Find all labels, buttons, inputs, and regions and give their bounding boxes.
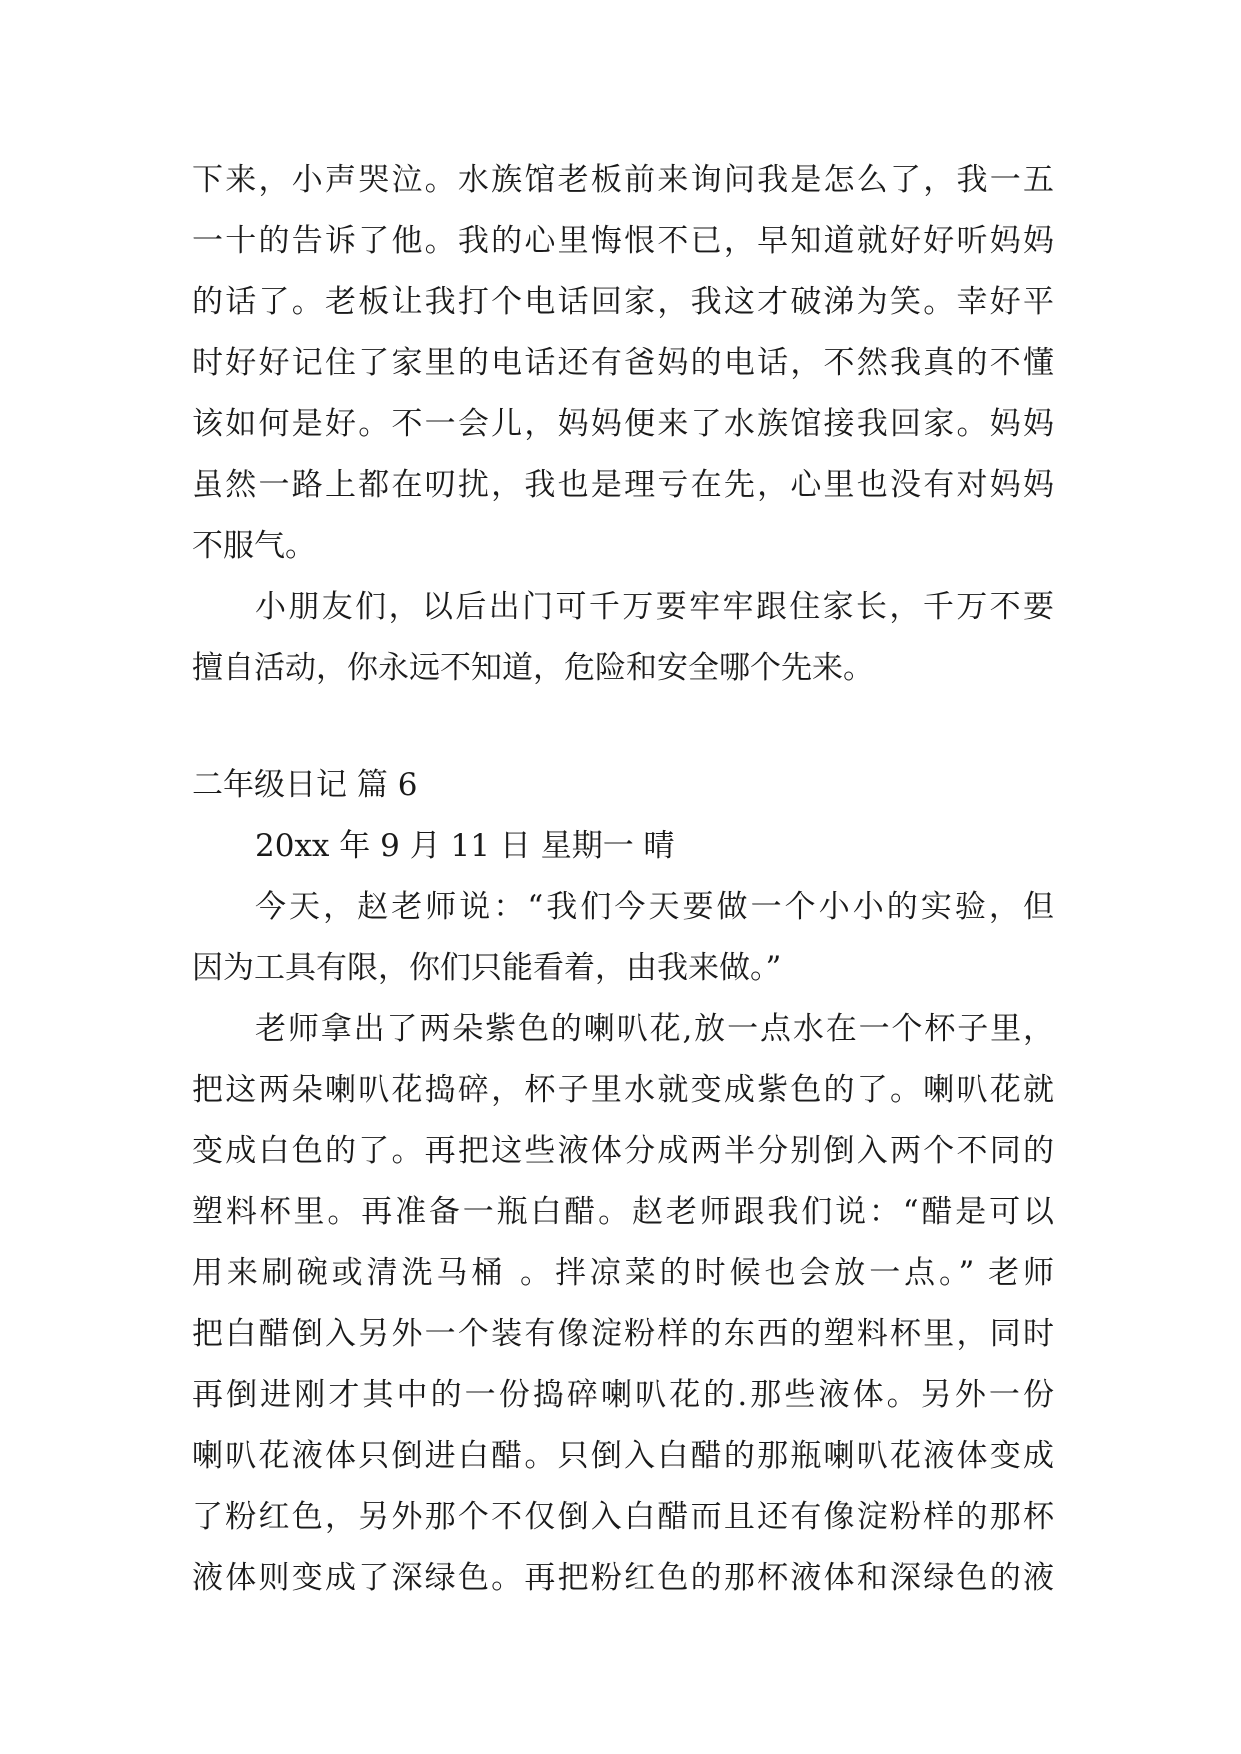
text-line: 再倒进刚才其中的一份捣碎喇叭花的.那些液体。另外一份 xyxy=(192,1377,1054,1413)
section-spacer xyxy=(192,699,1054,755)
text-line: 该如何是好。不一会儿，妈妈便来了水族馆接我回家。妈妈 xyxy=(192,406,1054,442)
date-line: 20xx 年 9 月 11 日 星期一 晴 xyxy=(255,828,675,864)
document-body xyxy=(192,150,1054,1609)
text-line: 塑料杯里。再准备一瓶白醋。赵老师跟我们说：“醋是可以 xyxy=(192,1194,1054,1230)
text-line: 了粉红色，另外那个不仅倒入白醋而且还有像淀粉样的那杯 xyxy=(192,1499,1054,1535)
text-line: 把这两朵喇叭花捣碎，杯子里水就变成紫色的了。喇叭花就 xyxy=(192,1072,1054,1108)
text-line: 不服气。 xyxy=(192,528,316,564)
text-line: 因为工具有限，你们只能看着，由我来做。” xyxy=(192,950,782,986)
text-line: 擅自活动，你永远不知道，危险和安全哪个先来。 xyxy=(192,650,874,686)
text-line: 时好好记住了家里的电话还有爸妈的电话，不然我真的不懂 xyxy=(192,345,1054,381)
text-line: 的话了。老板让我打个电话回家，我这才破涕为笑。幸好平 xyxy=(192,284,1054,320)
text-line: 老师拿出了两朵紫色的喇叭花,放一点水在一个杯子里， xyxy=(255,1011,1054,1047)
text-line: 小朋友们，以后出门可千万要牢牢跟住家长，千万不要 xyxy=(255,589,1054,625)
text-line: 下来，小声哭泣。水族馆老板前来询问我是怎么了，我一五 xyxy=(192,162,1054,198)
text-line: 虽然一路上都在叨扰，我也是理亏在先，心里也没有对妈妈 xyxy=(192,467,1054,503)
paragraph-4 xyxy=(192,999,1054,1609)
section-heading: 二年级日记 篇 6 xyxy=(192,767,418,803)
text-line: 把白醋倒入另外一个装有像淀粉样的东西的塑料杯里，同时 xyxy=(192,1316,1054,1352)
paragraph-2 xyxy=(192,577,1054,699)
text-line: 今天，赵老师说：“我们今天要做一个小小的实验，但 xyxy=(255,889,1054,925)
text-line: 用来刷碗或清洗马桶 。拌凉菜的时候也会放一点。” 老师 xyxy=(192,1255,1054,1291)
text-line: 液体则变成了深绿色。再把粉红色的那杯液体和深绿色的液 xyxy=(192,1560,1054,1596)
diary-section xyxy=(192,755,1054,877)
text-line: 喇叭花液体只倒进白醋。只倒入白醋的那瓶喇叭花液体变成 xyxy=(192,1438,1054,1474)
paragraph-1 xyxy=(192,150,1054,577)
paragraph-3 xyxy=(192,877,1054,999)
text-line: 一十的告诉了他。我的心里悔恨不已，早知道就好好听妈妈 xyxy=(192,223,1054,259)
text-line: 变成白色的了。再把这些液体分成两半分别倒入两个不同的 xyxy=(192,1133,1054,1169)
